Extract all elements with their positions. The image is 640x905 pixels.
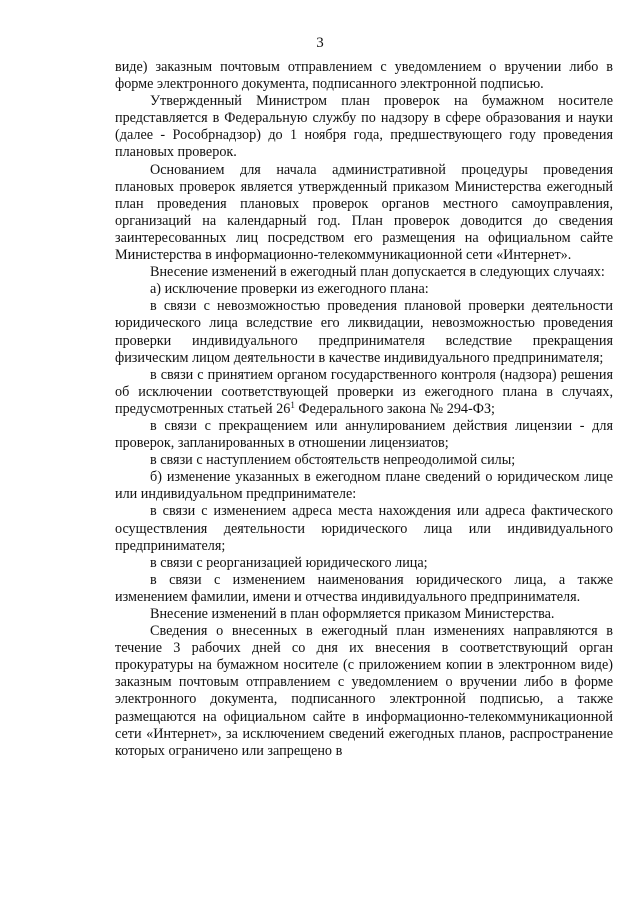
list-subitem-reorganization: в связи с реорганизацией юридического лица; [150, 554, 428, 571]
list-subitem-license: в связи с прекращением или аннулированием действия лицензии - для проверок, запланированных в отношении лицензиатов; [115, 417, 613, 452]
paragraph-continuation: виде) заказным почтовым отправлением с уведомлением о вручении либо в форме электронного документа, подписанного электронной подписью. [115, 59, 613, 93]
paragraph-procedure-basis: Основанием для начала административной процедуры проведения плановых проверок является утвержденный приказом Министерства ежегодный план проведения плановых проверок органов местного самоуправления, организаций на календарный год. План проверок доводится до сведения заинтересованных лиц посредством его размещения на официальном сайте Министерства в информационно-телекоммуникационной сети «Интернет». [115, 161, 613, 264]
list-subitem-address-change: в связи с изменением адреса места нахождения или адреса фактического осуществления деятельности юридического лица или индивидуального предпринимателя; [115, 503, 613, 554]
article-superscript: 1 [290, 399, 295, 410]
document-body [115, 59, 613, 760]
list-subitem-name-change: в связи с изменением наименования юридического лица, а также изменением фамилии, имени и отчества индивидуального предпринимателя. [115, 571, 613, 605]
list-subitem-liquidation: в связи с невозможностью проведения плановой проверки деятельности юридического лица вследствие его ликвидации, невозможностью проведения проверки индивидуального предпринимателя вследствие прекращения физическим лицом деятельности в качестве индивидуального предпринимателя; [115, 298, 613, 366]
list-subitem-exclusion-decision [115, 367, 613, 418]
list-item-a: а) исключение проверки из ежегодного плана: [150, 281, 429, 298]
paragraph-plan-submission: Утвержденный Министром план проверок на бумажном носителе представляется в Федеральную службу по надзору в сфере образования и науки (далее - Рособрнадзор) до 1 ноября года, предшествующего году проведения плановых проверок. [115, 93, 613, 161]
paragraph-changes-notification: Сведения о внесенных в ежегодный план изменениях направляются в течение 3 рабочих дней со дня их внесения в соответствующий орган прокуратуры на бумажном носителе (с приложением копии в электронном виде) заказным почтовым отправлением с уведомлением о вручении либо в форме электронного документа, подписанного электронной подписью, а также размещаются на официальном сайте в информационно-телекоммуникационной сети «Интернет», за исключением сведений ежегодных планов, распространение которых ограничено или запрещено в [115, 623, 613, 759]
paragraph-changes-intro: Внесение изменений в ежегодный план допускается в следующих случаях: [150, 264, 605, 281]
exclusion-text-before: в связи с принятием органом государственного контроля (надзора) решения об исключении соответствующей проверки из ежегодного плана в случаях, предусмотренных статьей 26 [115, 366, 613, 417]
exclusion-text-after: Федерального закона № 294-ФЗ; [294, 400, 496, 417]
page-number: 3 [316, 35, 324, 51]
list-item-b: б) изменение указанных в ежегодном плане сведений о юридическом лице или индивидуальном предпринимателе: [115, 469, 613, 503]
list-subitem-force-majeure: в связи с наступлением обстоятельств непреодолимой силы; [150, 452, 516, 469]
paragraph-changes-order: Внесение изменений в план оформляется приказом Министерства. [150, 606, 555, 622]
